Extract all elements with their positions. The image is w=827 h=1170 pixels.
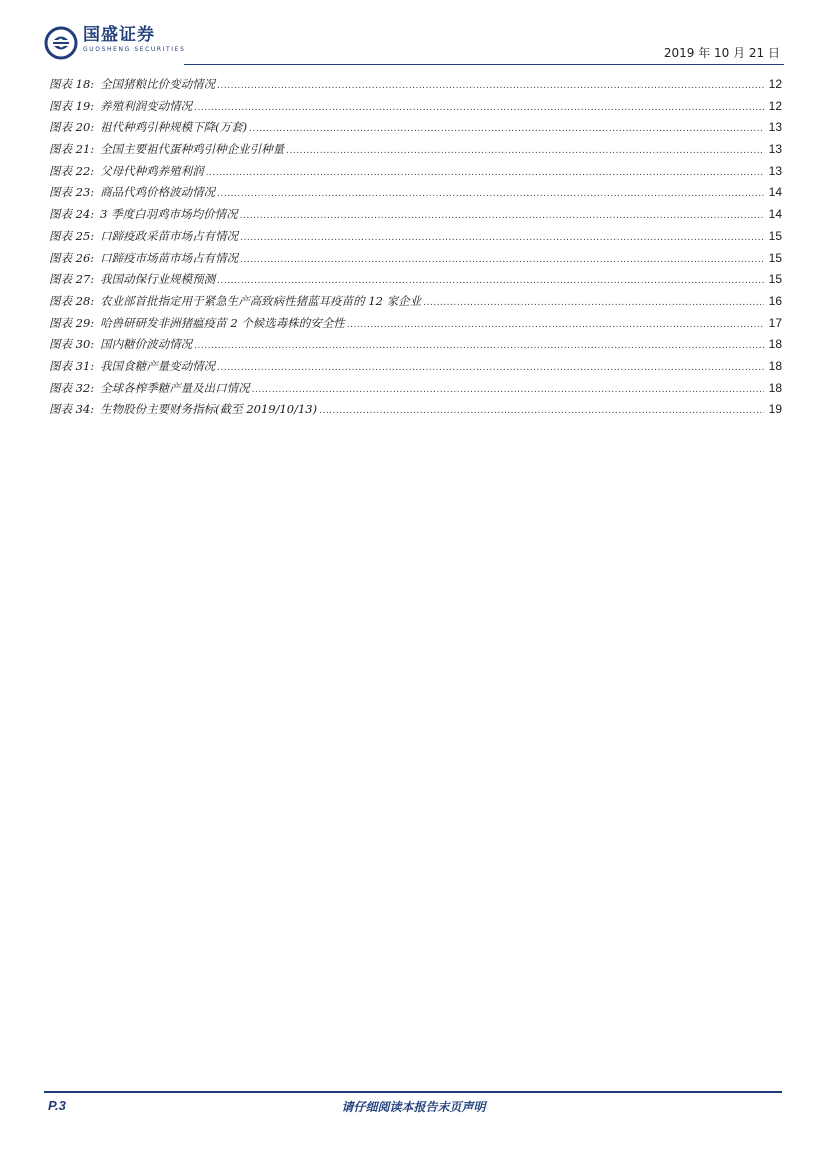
- toc-entry-page: 13: [768, 163, 782, 178]
- toc-entry-page: 15: [768, 272, 782, 287]
- toc-entry-title: 3 季度白羽鸡市场均价情况: [100, 207, 238, 222]
- toc-entry-title: 我国食糖产量变动情况: [100, 358, 216, 373]
- toc-leader-dots: [319, 401, 764, 423]
- toc-entry[interactable]: [49, 161, 782, 183]
- toc-entry-number: 图表 34:: [49, 402, 95, 417]
- toc-leader-dots: [286, 141, 764, 163]
- disclaimer-note: 请仔细阅读本报告末页声明: [341, 1100, 486, 1114]
- toc-entry-title: 农业部首批指定用于紧急生产高致病性猪蓝耳疫苗的 12 家企业: [100, 293, 422, 308]
- footer-divider: [44, 1091, 782, 1093]
- toc-leader-dots: [423, 293, 764, 315]
- logo-chinese-name: 国盛证券: [83, 25, 155, 45]
- toc-leader-dots: [217, 358, 764, 380]
- toc-entry[interactable]: [49, 117, 782, 139]
- toc-leader-dots: [217, 184, 764, 206]
- toc-entry[interactable]: [49, 74, 782, 96]
- toc-entry-number: 图表 26:: [49, 250, 95, 265]
- page-header: [44, 22, 784, 66]
- toc-leader-dots: [240, 228, 764, 250]
- toc-entry[interactable]: [49, 96, 782, 118]
- logo-english-name: GUOSHENG SECURITIES: [83, 46, 186, 53]
- figure-list: [49, 74, 782, 421]
- toc-entry[interactable]: [49, 226, 782, 248]
- toc-entry-page: 14: [768, 207, 782, 222]
- toc-entry-title: 口蹄疫市场苗市场占有情况: [100, 250, 239, 265]
- toc-entry[interactable]: [49, 182, 782, 204]
- toc-entry[interactable]: [49, 291, 782, 313]
- toc-entry-title: 国内糖价波动情况: [100, 337, 193, 352]
- toc-entry-number: 图表 27:: [49, 272, 95, 287]
- toc-entry-page: 13: [768, 120, 782, 135]
- toc-entry-number: 图表 18:: [49, 77, 95, 91]
- toc-entry[interactable]: [49, 313, 782, 335]
- toc-entry[interactable]: [49, 139, 782, 161]
- toc-leader-dots: [240, 250, 764, 272]
- report-date: 2019 年 10 月 21 日: [663, 46, 780, 60]
- toc-entry-page: 14: [768, 185, 782, 200]
- toc-leader-dots: [252, 380, 764, 402]
- toc-entry[interactable]: [49, 399, 782, 421]
- toc-entry-number: 图表 25:: [49, 228, 95, 243]
- toc-entry-title: 父母代种鸡养殖利润: [100, 163, 204, 178]
- toc-entry-number: 图表 22:: [49, 163, 95, 178]
- toc-entry-page: 12: [768, 98, 782, 113]
- toc-entry-page: 17: [768, 315, 782, 330]
- toc-entry-title: 祖代种鸡引种规模下降(万套): [100, 120, 248, 135]
- toc-entry-title: 全国猪粮比价变动情况: [100, 77, 216, 91]
- toc-entry-page: 16: [768, 293, 782, 308]
- toc-entry-page: 13: [768, 142, 782, 157]
- toc-leader-dots: [194, 98, 764, 120]
- toc-entry-title: 全国主要祖代蛋种鸡引种企业引种量: [100, 142, 285, 157]
- toc-entry-title: 商品代鸡价格波动情况: [100, 185, 216, 200]
- toc-entry-title: 口蹄疫政采苗市场占有情况: [100, 228, 239, 243]
- toc-entry[interactable]: [49, 269, 782, 291]
- toc-entry-title: 哈兽研研发非洲猪瘟疫苗 2 个候选毒株的安全性: [100, 315, 345, 330]
- toc-entry[interactable]: [49, 334, 782, 356]
- toc-entry-number: 图表 32:: [49, 380, 95, 395]
- toc-entry-page: 12: [768, 77, 782, 91]
- toc-leader-dots: [249, 119, 764, 141]
- company-logo: [44, 26, 185, 60]
- toc-entry-number: 图表 29:: [49, 315, 95, 330]
- toc-leader-dots: [206, 163, 764, 185]
- toc-entry-title: 全球各榨季糖产量及出口情况: [100, 380, 250, 395]
- toc-entry[interactable]: [49, 378, 782, 400]
- toc-entry-number: 图表 24:: [49, 207, 95, 222]
- toc-entry-page: 18: [768, 337, 782, 352]
- toc-entry-page: 15: [768, 250, 782, 265]
- toc-entry[interactable]: [49, 248, 782, 270]
- toc-entry-number: 图表 28:: [49, 293, 95, 308]
- toc-entry[interactable]: [49, 356, 782, 378]
- toc-entry-number: 图表 30:: [49, 337, 95, 352]
- toc-entry-number: 图表 31:: [49, 358, 95, 373]
- toc-entry-number: 图表 23:: [49, 185, 95, 200]
- toc-entry-page: 19: [768, 402, 782, 417]
- toc-leader-dots: [217, 271, 764, 293]
- toc-entry-page: 15: [768, 228, 782, 243]
- toc-entry-number: 图表 21:: [49, 142, 95, 157]
- toc-leader-dots: [194, 336, 764, 358]
- toc-leader-dots: [347, 315, 764, 337]
- toc-leader-dots: [240, 206, 764, 228]
- toc-entry-page: 18: [768, 380, 782, 395]
- toc-entry-number: 图表 20:: [49, 120, 95, 135]
- toc-entry-number: 图表 19:: [49, 98, 95, 113]
- toc-leader-dots: [217, 76, 764, 98]
- header-divider: [184, 64, 784, 65]
- toc-entry-title: 养殖利润变动情况: [100, 98, 193, 113]
- toc-entry-title: 我国动保行业规模预测: [100, 272, 216, 287]
- page-number: P.3: [48, 1098, 66, 1113]
- toc-entry[interactable]: [49, 204, 782, 226]
- logo-icon: [44, 26, 78, 60]
- toc-entry-page: 18: [768, 358, 782, 373]
- toc-entry-title: 生物股份主要财务指标(截至 2019/10/13): [100, 402, 318, 417]
